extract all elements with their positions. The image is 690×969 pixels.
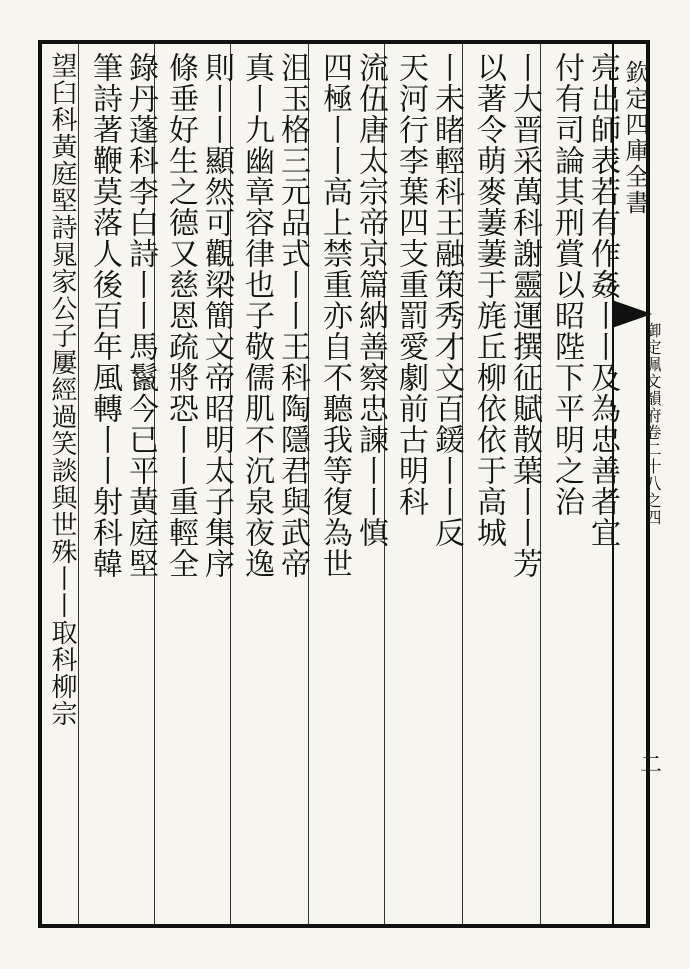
text-column-9: 沮玉格三元品式丨丨王科陶隱君與武帝 — [275, 52, 310, 579]
text-column-13: 錄丹蓬科李白詩丨丨馬鬣今已平黃庭堅 — [123, 52, 158, 579]
text-column-8: 四極丨丨高上禁重亦自不聽我等復為世 — [317, 52, 352, 579]
text-column-2: 付有司論其刑賞以昭陛下平明之治 — [549, 52, 584, 517]
text-column-4: 以著令萌麥萋萋于旄丘柳依依于高城 — [471, 52, 506, 548]
text-column-11: 則丨丨顯然可觀梁簡文帝昭明太子集序 — [199, 52, 234, 579]
text-column-12: 條垂好生之德又慈恩疏將恐丨丨重輕全 — [163, 52, 198, 579]
text-column-5: 丨未睹輕科王融策秀才文百鍰丨丨反 — [429, 52, 464, 548]
text-column-7: 流伍唐太宗帝京篇納善察忠諫丨丨慎 — [353, 52, 388, 548]
text-column-15: 望臼科黃庭堅詩晁家公子屢經過笑談與世殊丨丨取科柳宗 — [47, 52, 77, 727]
text-column-1: 亮出師表若有作姦丨丨及為忠善者宜 — [585, 52, 620, 548]
text-column-14: 筆詩著鞭莫落人後百年風轉丨丨射科韓 — [87, 52, 122, 579]
page-number: 二 — [640, 753, 663, 778]
text-column-3: 丨大晋采萬科謝靈運撰征賦散葉丨丨芳 — [507, 52, 542, 579]
text-column-6: 天河行李葉四支重罰愛劇前古明科 — [393, 52, 428, 517]
book-title: 欽定四庫全書 — [621, 60, 649, 216]
volume-label: 御定佩文韻府卷二十八之四 — [643, 322, 662, 526]
text-column-10: 真丨九幽章容律也子敬儒肌不沉泉夜逸 — [239, 52, 274, 579]
